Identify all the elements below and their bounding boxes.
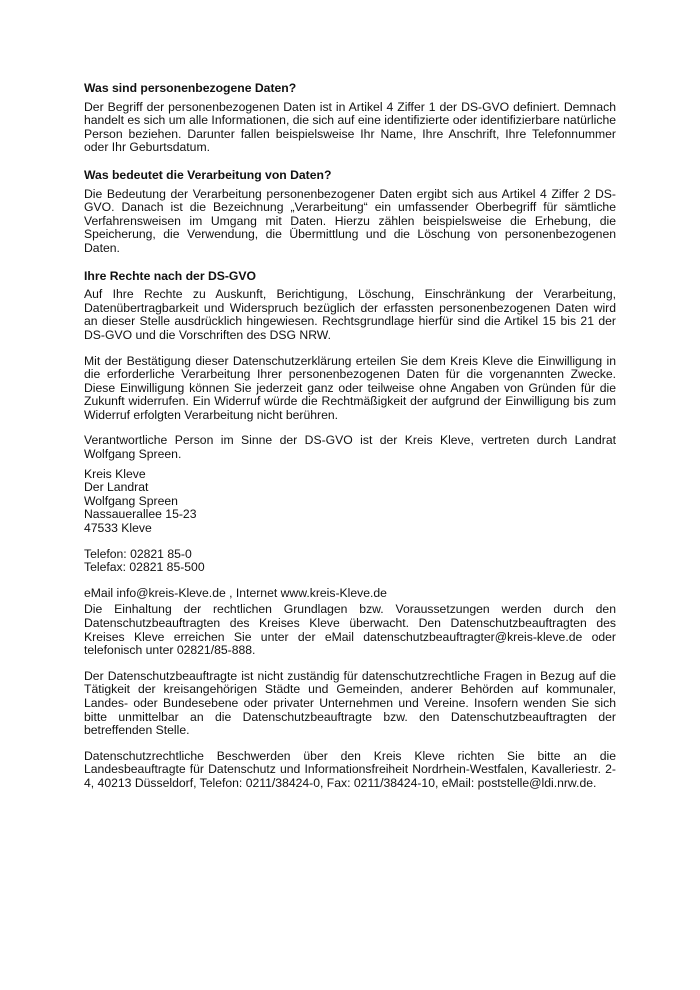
paragraph-dpo-scope: Der Datenschutzbeauftragte ist nicht zuständig für datenschutzrechtliche Fragen in Bezug auf die Tätigkeit der kreisangehörigen Städte und Gemeinden, anderer Behörden auf kommunaler, Landes- oder Bundesebene oder privater Unternehmen und Vereine. Insofern wenden Sie sich bitte unmittelbar an die Datenschutzbeauftragte bzw. den Datenschutzbeauftragten der betreffenden Stelle. bbox=[84, 668, 616, 738]
paragraph-processing: Die Bedeutung der Verarbeitung personenbezogener Daten ergibt sich aus Artikel 4 Ziffer 2 DS-GVO. Danach ist die Bezeichnung „Verarbeitung“ ein umfassender Oberbegriff für sämtliche Verfahrensweisen im Umgang mit Daten. Hierzu zählen beispielsweise die Erhebung, die Speicherung, die Verwendung, die Übermittlung und die Löschung von personenbezogenen Daten. bbox=[84, 186, 616, 255]
address-line: Der Landrat bbox=[84, 480, 149, 495]
paragraph-personal-data: Der Begriff der personenbezogenen Daten ist in Artikel 4 Ziffer 1 der DS-GVO definiert. Demnach handelt es sich um alle Informationen, die sich auf eine identifizierte oder identifizierbare natürliche Person beziehen. Darunter fallen beispielsweise Ihr Name, Ihre Anschrift, Ihre Telefonnummer oder Ihr Geburtsdatum. bbox=[84, 99, 616, 155]
fax-number: Telefax: 02821 85-500 bbox=[84, 560, 205, 575]
email-and-website: eMail info@kreis-Kleve.de , Internet www.kreis-Kleve.de bbox=[84, 585, 387, 600]
paragraph-rights: Auf Ihre Rechte zu Auskunft, Berichtigung, Löschung, Einschränkung der Verarbeitung, Datenübertragbarkeit und Widerspruch bezüglich der erfassten personenbezogenen Daten wird an dieser Stelle ausdrücklich hingewiesen. Rechtsgrundlage hierfür sind die Artikel 15 bis 21 der DS-GVO und die Vorschriften des DSG NRW. bbox=[84, 287, 616, 342]
phone-number: Telefon: 02821 85-0 bbox=[84, 546, 192, 561]
paragraph-responsible: Verantwortliche Person im Sinne der DS-GVO ist der Kreis Kleve, vertreten durch Landrat Wolfgang Spreen. bbox=[84, 433, 616, 462]
address-line: Nassauerallee 15-23 bbox=[84, 507, 197, 522]
paragraph-consent: Mit der Bestätigung dieser Datenschutzerklärung erteilen Sie dem Kreis Kleve die Einwilligung in die erforderliche Verarbeitung Ihrer personenbezogenen Daten für die vorgenannten Zwecke. Diese Einwilligung können Sie jederzeit ganz oder teilweise ohne Angaben von Gründen für die Zukunft widerrufen. Ein Widerruf würde die Rechtmäßigkeit der aufgrund der Einwilligung bis zum Widerruf erfolgten Verarbeitung nicht berühren. bbox=[84, 353, 616, 422]
address-line: 47533 Kleve bbox=[84, 521, 152, 536]
address-line: Wolfgang Spreen bbox=[84, 493, 178, 508]
heading-processing: Was bedeutet die Verarbeitung von Daten? bbox=[84, 167, 332, 182]
paragraph-complaints: Datenschutzrechtliche Beschwerden über den Kreis Kleve richten Sie bitte an die Landesbeauftragte für Datenschutz und Informationsfreiheit Nordrhein-Westfalen, Kavalleriestr. 2-4, 40213 Düsseldorf, Telefon: 0211/38424-0, Fax: 0211/38424-10, eMail: poststelle@ldi.nrw.de. bbox=[84, 748, 616, 790]
paragraph-dpo: Die Einhaltung der rechtlichen Grundlagen bzw. Voraussetzungen werden durch den Datenschutzbeauftragten des Kreises Kleve überwacht. Den Datenschutzbeauftragten des Kreises Kleve erreichen Sie unter der eMail datenschutzbeauftragter@kreis-kleve.de oder telefonisch unter 02821/85-888. bbox=[84, 602, 616, 658]
document-page bbox=[84, 82, 616, 791]
address-line: Kreis Kleve bbox=[84, 466, 146, 481]
heading-rights: Ihre Rechte nach der DS-GVO bbox=[84, 268, 257, 283]
contact-block bbox=[84, 548, 616, 575]
address-block bbox=[84, 468, 616, 536]
heading-personal-data: Was sind personenbezogene Daten? bbox=[84, 81, 297, 95]
